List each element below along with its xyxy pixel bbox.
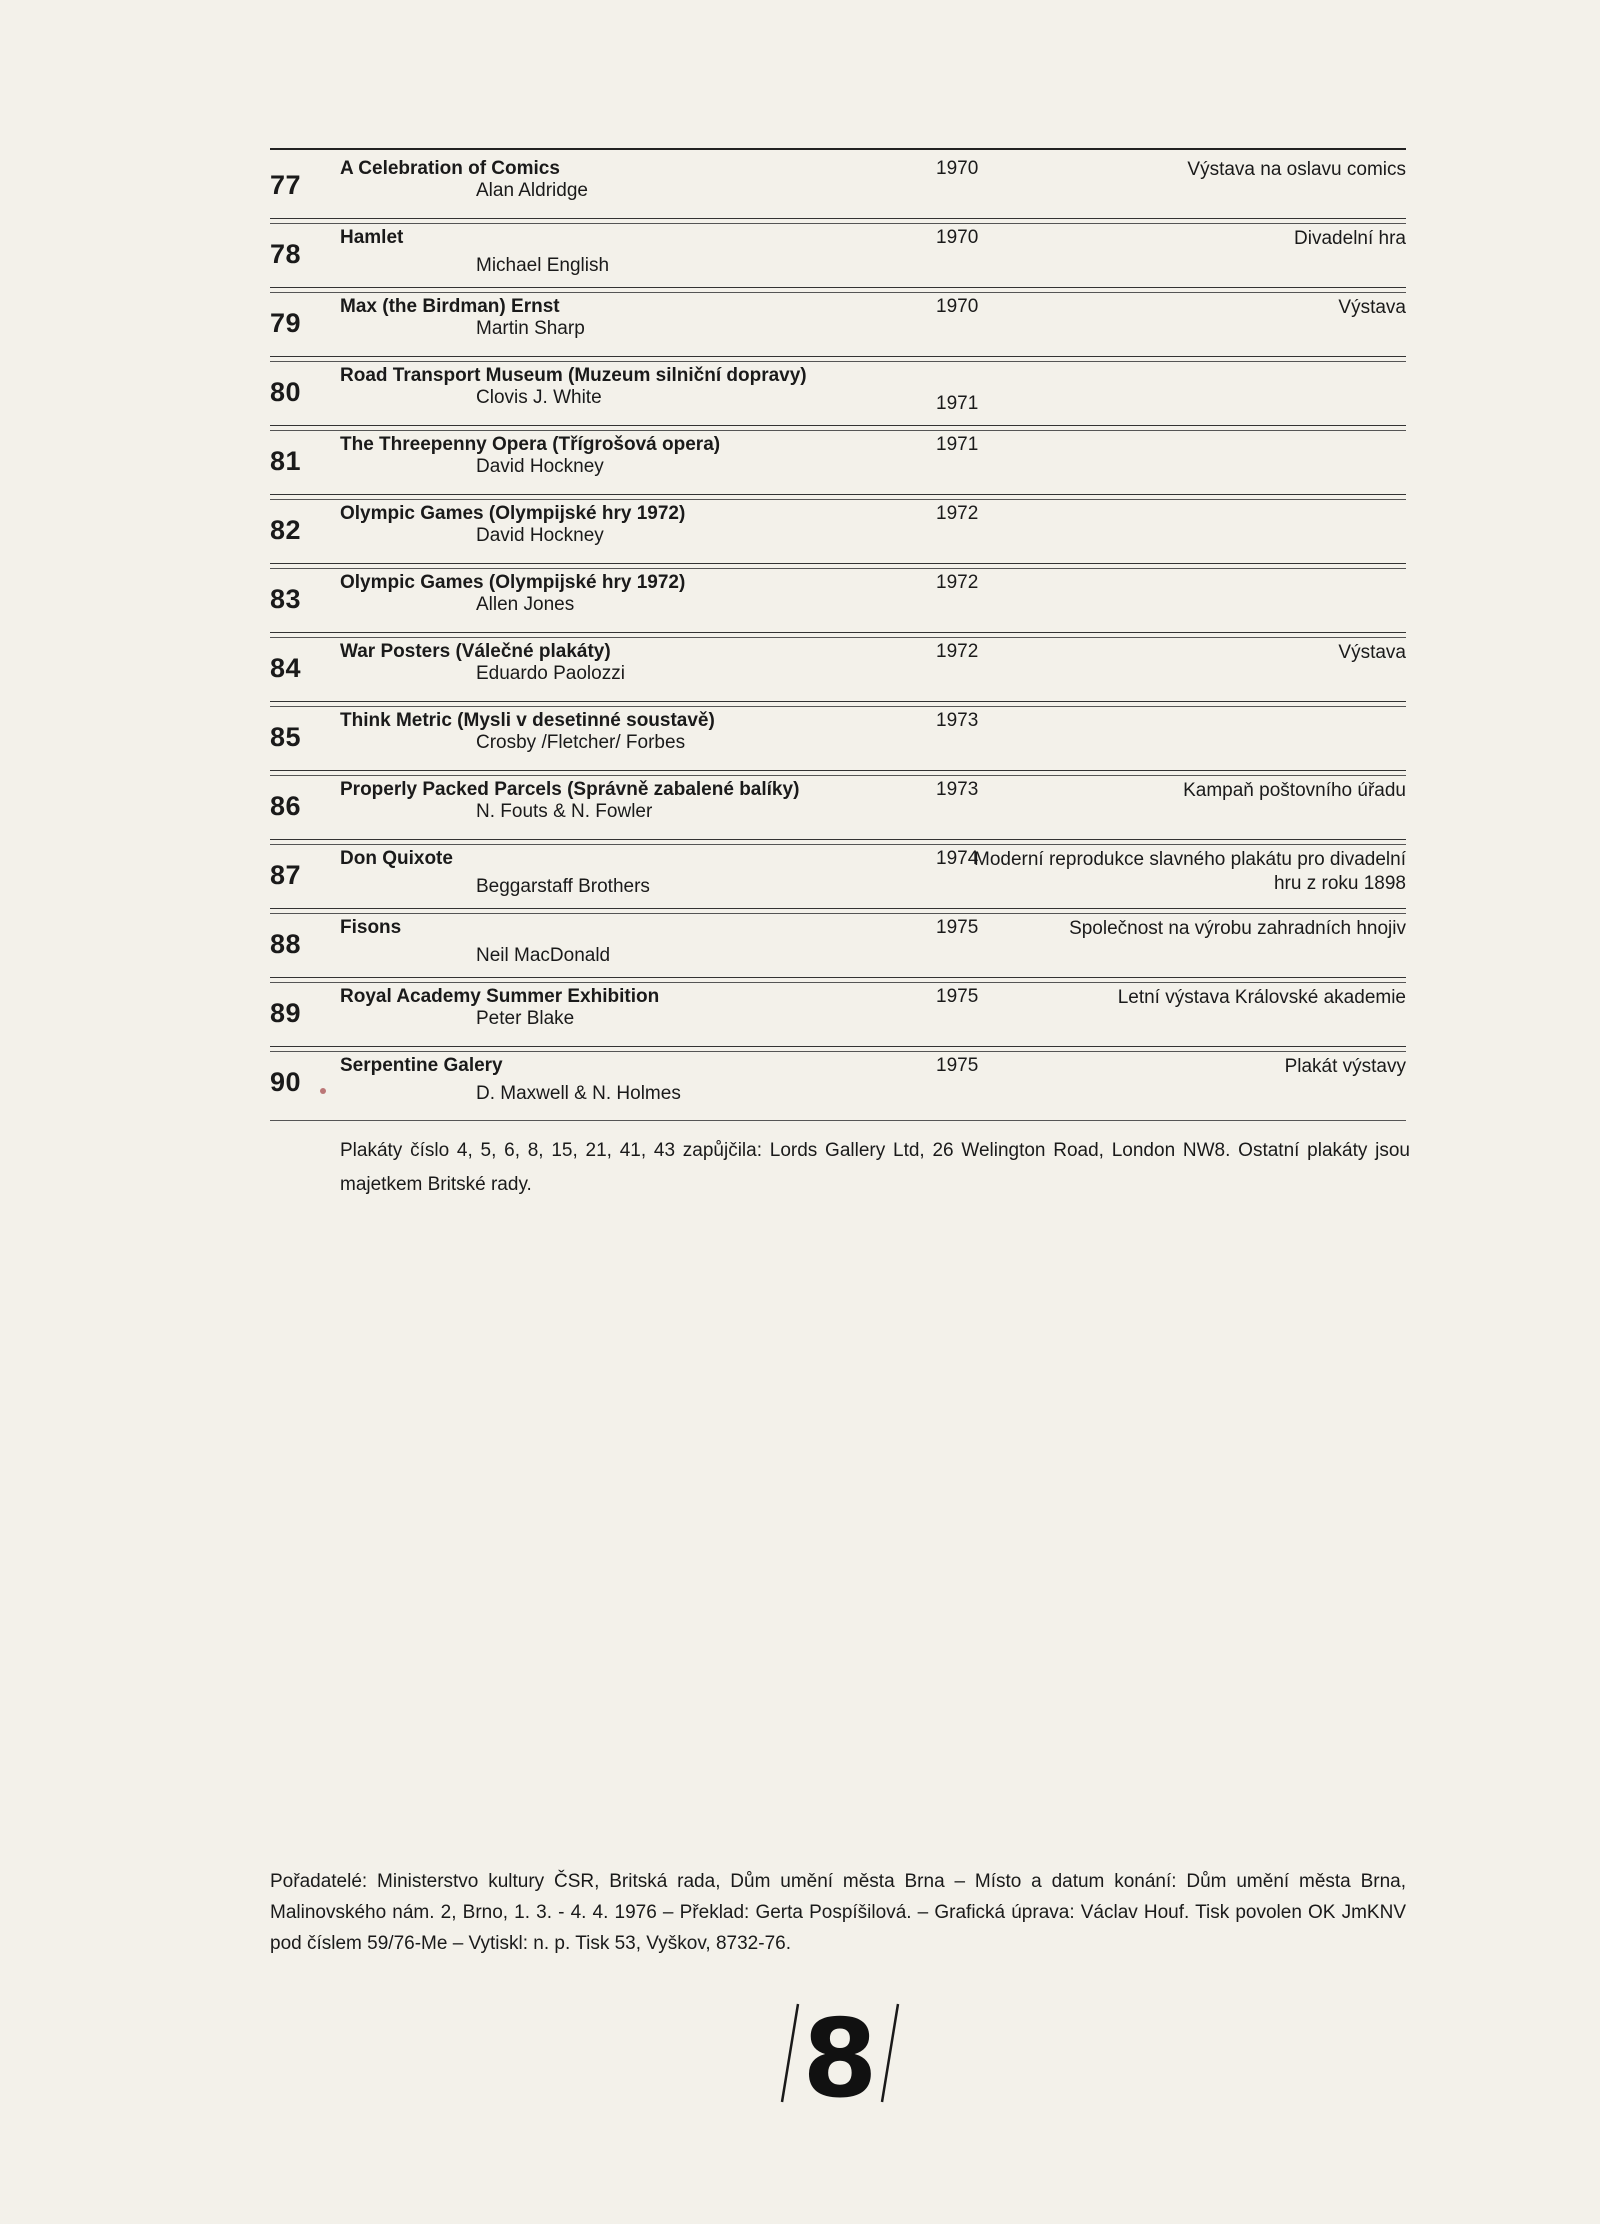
entry-title: War Posters (Válečné plakáty) [340,641,611,662]
entry-author: Allen Jones [476,594,575,615]
entry-number: 89 [270,998,302,1028]
catalog-entry [270,839,1406,908]
entry-note: Výstava [1338,642,1406,663]
entry-number: 78 [270,239,302,269]
entry-note: Plakát výstavy [1284,1056,1406,1077]
catalog-entry [270,563,1406,632]
entry-year: 1972 [936,503,979,524]
entry-author: David Hockney [476,525,604,546]
entry-number: 81 [270,446,302,476]
entry-number: 79 [270,308,302,338]
entry-title: Olympic Games (Olympijské hry 1972) [340,572,686,593]
entry-year: 1975 [936,1055,979,1076]
entry-title: Don Quixote [340,848,453,869]
entry-title: Royal Academy Summer Exhibition [340,986,660,1007]
page-number-graphic [760,2000,920,2110]
entry-note: Divadelní hra [1294,228,1406,249]
entry-year: 1971 [936,393,979,414]
entry-year: 1972 [936,641,979,662]
entry-title: Olympic Games (Olympijské hry 1972) [340,503,686,524]
entry-year: 1970 [936,158,979,179]
catalog-entry [270,148,1406,218]
page-number [760,2000,920,2110]
slash-left-icon [782,2004,798,2102]
entry-year: 1970 [936,227,979,248]
catalog-entry [270,287,1406,356]
catalog-entry [270,908,1406,977]
entry-author: Alan Aldridge [476,180,588,201]
entry-number: 82 [270,515,302,545]
catalog-entry [270,425,1406,494]
catalog-entry [270,632,1406,701]
entry-year: 1971 [936,434,979,455]
entry-author: Martin Sharp [476,318,585,339]
entry-author: David Hockney [476,456,604,477]
entry-title: The Threepenny Opera (Třígrošová opera) [340,434,721,455]
catalog-entry [270,1046,1406,1115]
entry-year: 1970 [936,296,979,317]
catalog-entry [270,218,1406,287]
catalog-entry [270,977,1406,1046]
entry-year: 1975 [936,986,979,1007]
catalog-entry [270,701,1406,770]
entry-title: Serpentine Galery [340,1055,503,1076]
entry-title: Think Metric (Mysli v desetinné soustavě) [340,710,715,731]
entry-note: Výstava [1338,297,1406,318]
entry-author: Beggarstaff Brothers [476,876,650,897]
entry-number: 83 [270,584,302,614]
catalog-entry [270,494,1406,563]
entry-number: 80 [270,377,302,407]
entry-year: 1973 [936,779,979,800]
entry-author: Michael English [476,255,610,276]
entry-title: Road Transport Museum (Muzeum silniční dopravy) [340,365,807,386]
entry-number: 85 [270,722,302,752]
entry-note: Výstava na oslavu comics [1187,159,1406,180]
entry-note: Letní výstava Královské akademie [1117,987,1406,1008]
credits-footer: Pořadatelé: Ministerstvo kultury ČSR, Britská rada, Dům umění města Brna – Místo a datum konání: Dům umění města Brna, Malinovského nám. 2, Brno, 1. 3. - 4. 4. 1976 – Překlad: Gerta Pospíšilová. – Grafická úprava: Václav Houf. Tisk povolen OK JmKNV pod číslem 59/76-Me – Vytiskl: n. p. Tisk 53, Vyškov, 8732-76. [270,1871,1406,1954]
entry-note: Společnost na výrobu zahradních hnojiv [1069,918,1406,939]
entry-year: 1972 [936,572,979,593]
entry-author: Eduardo Paolozzi [476,663,625,684]
entry-title: Fisons [340,917,402,938]
entry-author: Crosby /Fletcher/ Forbes [476,732,686,753]
entry-title: Properly Packed Parcels (Správně zabalené balíky) [340,779,800,800]
entry-year: 1975 [936,917,979,938]
catalog-entry [270,770,1406,839]
entry-number: 88 [270,929,302,959]
entry-author: D. Maxwell & N. Holmes [476,1083,681,1104]
lender-note: Plakáty číslo 4, 5, 6, 8, 15, 21, 41, 43 zapůjčila: Lords Gallery Ltd, 26 Welington Road, London NW8. Ostatní plakáty jsou majetkem Britské rady. [340,1140,1410,1195]
entry-author: Peter Blake [476,1008,575,1029]
poster-catalog-list [270,148,1406,1115]
entry-author: Clovis J. White [476,387,602,408]
page-number-text: 8 [802,2000,878,2110]
catalog-entry [270,356,1406,425]
entry-year: 1973 [936,710,979,731]
entry-title: Max (the Birdman) Ernst [340,296,560,317]
entry-number: 86 [270,791,302,821]
entry-note: Moderní reprodukce slavného plakátu pro divadelní hru z roku 1898 [974,849,1406,894]
ink-spot [320,1088,326,1094]
entry-number: 90 [270,1067,302,1097]
entry-number: 87 [270,860,302,890]
entry-note: Kampaň poštovního úřadu [1183,780,1406,801]
slash-right-icon [882,2004,898,2102]
entry-number: 84 [270,653,302,683]
entry-title: A Celebration of Comics [340,158,560,179]
entry-number: 77 [270,170,302,200]
entry-author: N. Fouts & N. Fowler [476,801,653,822]
entry-title: Hamlet [340,227,404,248]
entry-year: 1974 [936,848,979,869]
entry-author: Neil MacDonald [476,945,611,966]
